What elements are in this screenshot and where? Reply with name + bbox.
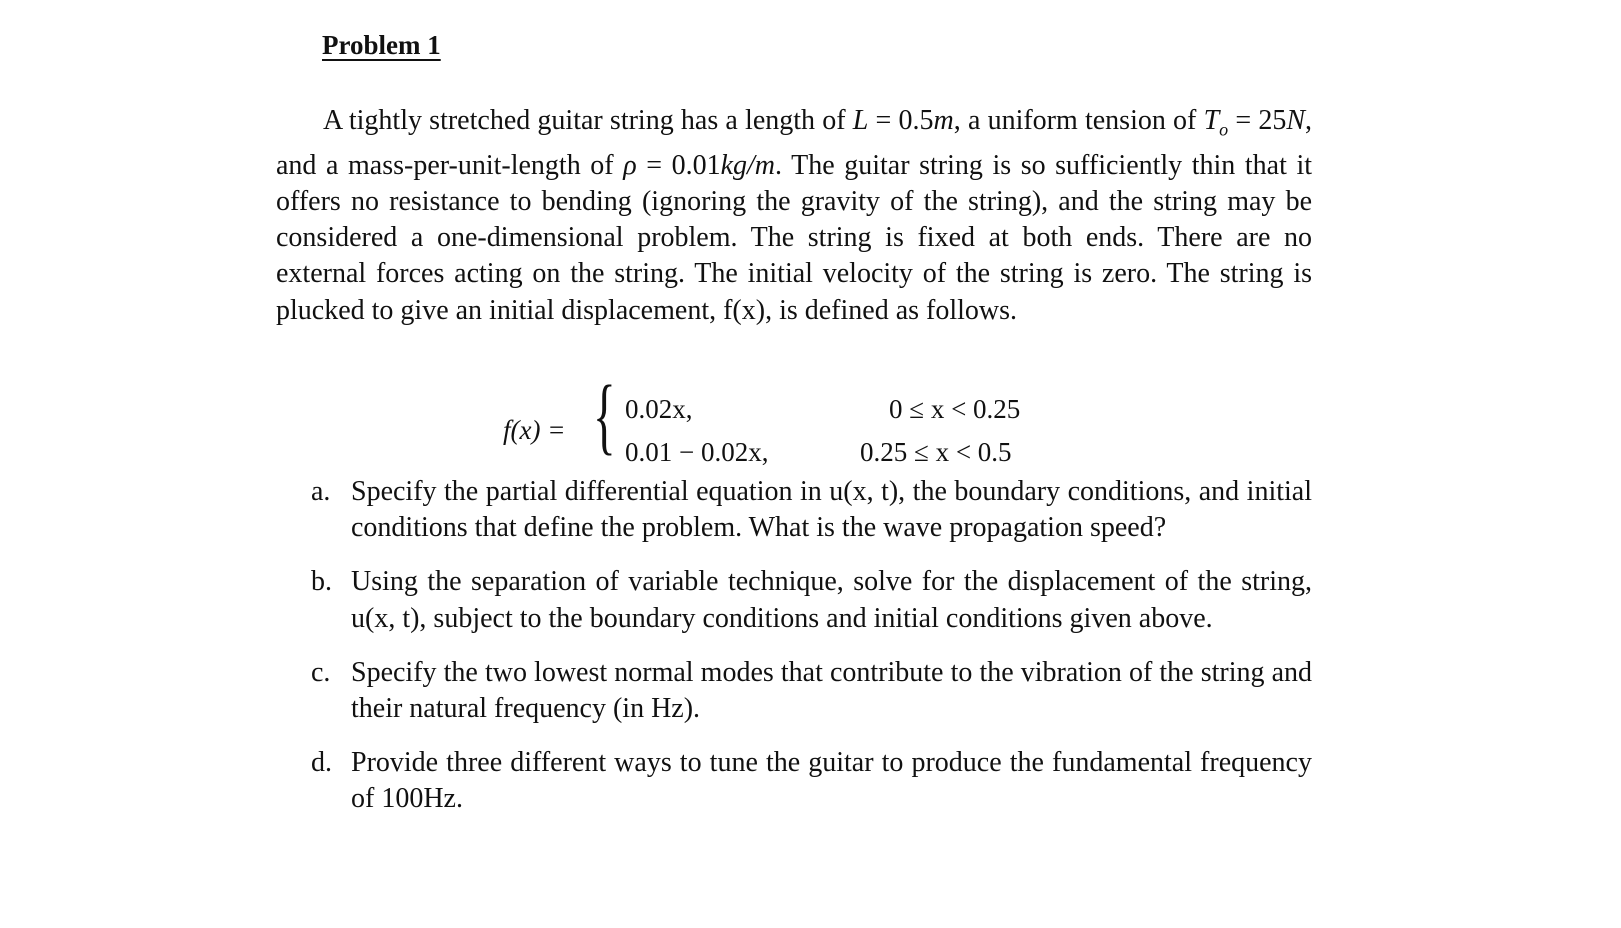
item-text: Using the separation of variable technique, solve for the displacement of the string, u(x, t), subject to the boundary conditions and initial conditions given above. — [351, 566, 1312, 634]
problem-title: Problem 1 — [322, 30, 441, 60]
question-item-c — [311, 655, 1312, 727]
case-1-expression: 0.02x, — [625, 394, 693, 424]
equation-lhs: f(x) = — [503, 415, 566, 445]
length-value: = 0.5 — [868, 105, 934, 136]
item-marker: a. — [311, 476, 331, 507]
item-text: Provide three different ways to tune the guitar to produce the fundamental frequency of 100Hz. — [351, 747, 1312, 815]
tension-unit: N — [1286, 105, 1306, 136]
question-item-b — [311, 564, 1312, 636]
intro-text-3: , and a mass-per-unit-length of — [276, 105, 1313, 181]
problem-statement — [276, 103, 1312, 329]
tension-value: = 25 — [1228, 105, 1287, 136]
item-text: Specify the partial differential equation in u(x, t), the boundary conditions, and initial conditions that define the problem. What is the wave propagation speed? — [351, 476, 1312, 544]
tension-subscript: o — [1219, 119, 1229, 140]
density-unit: kg/m — [720, 149, 776, 181]
item-marker: b. — [311, 566, 332, 598]
length-unit: m — [933, 105, 954, 136]
case-2-expression: 0.01 − 0.02x, — [625, 437, 769, 467]
length-symbol: L — [852, 105, 869, 136]
question-item-d — [311, 745, 1312, 817]
tension-symbol: T — [1203, 105, 1220, 136]
case-1-condition: 0 ≤ x < 0.25 — [889, 394, 1021, 424]
intro-text-4: . The guitar string is so sufficiently thin that it offers no resistance to bending (ignoring the gravity of the string), and the string may be considered a one-dimensional problem. The string is fixed at both ends. There are no external forces acting on the string. The initial velocity of the string is zero. The string is plucked to give an initial displacement, f(x), is defined as follows. — [276, 149, 1312, 326]
question-list — [311, 474, 1312, 836]
piecewise-equation — [497, 367, 1097, 484]
case-2-condition: 0.25 ≤ x < 0.5 — [860, 437, 1012, 467]
density-value: = 0.01 — [636, 149, 721, 181]
item-marker: c. — [311, 656, 331, 688]
item-marker: d. — [311, 747, 332, 779]
intro-text-2: , a uniform tension of — [953, 105, 1204, 136]
density-symbol: ρ — [623, 149, 637, 181]
curly-brace: { — [593, 367, 616, 463]
question-item-a — [311, 474, 1312, 546]
intro-text-1: A tightly stretched guitar string has a length of — [323, 105, 853, 136]
item-text: Specify the two lowest normal modes that contribute to the vibration of the string and their natural frequency (in Hz). — [351, 656, 1312, 725]
